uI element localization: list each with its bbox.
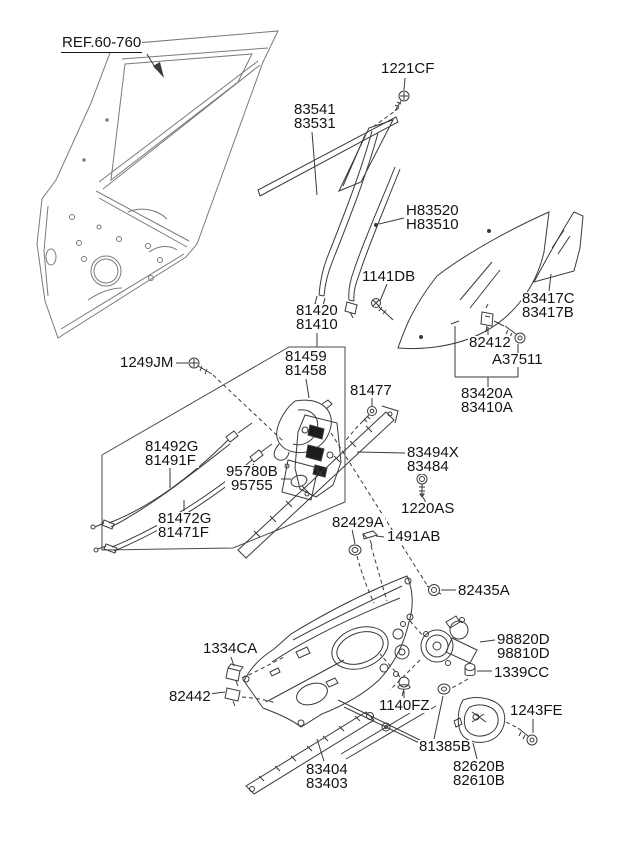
label-81492g-81491f: 81492G 81491F [145, 438, 199, 469]
motor-art [421, 616, 477, 666]
label-81472g-81471f: 81472G 81471F [158, 510, 212, 541]
clip-1334ca-icon [226, 664, 243, 686]
label-83417c-83417b: 83417C 83417B [522, 290, 575, 321]
label-1140fz: 1140FZ [379, 697, 430, 714]
bolt-1141db-icon [372, 299, 394, 321]
label-95780b-95755: 95780B 95755 [226, 463, 278, 494]
label-1220as: 1220AS [401, 500, 455, 517]
label-h83520-h83510: H83520 H83510 [406, 202, 459, 233]
door-panel-art [37, 31, 278, 338]
label-1334ca: 1334CA [203, 640, 258, 657]
label-82429a: 82429A [332, 514, 384, 531]
label-83541-83531: 83541 83531 [294, 101, 336, 132]
screw-1221cf-icon [395, 91, 409, 111]
inside-handle-art [454, 698, 505, 743]
label-82442: 82442 [169, 688, 211, 705]
nut-82435a-icon [427, 585, 441, 596]
screw-1243fe-icon [518, 728, 537, 745]
label-81459-81458: 81459 81458 [285, 348, 327, 379]
grommet-82429a-icon [349, 545, 361, 555]
screw-81477-icon [360, 407, 377, 425]
assembly-dashed-lines [213, 108, 516, 727]
label-a37511: A37511 [492, 351, 543, 368]
label-1249jm: 1249JM [120, 354, 174, 371]
clip-1491ab-icon [363, 531, 377, 546]
clip-82442-icon [225, 688, 240, 706]
label-82435a: 82435A [458, 582, 510, 599]
label-1491ab: 1491AB [387, 528, 441, 545]
label-81420-81410: 81420 81410 [296, 302, 338, 333]
label-81385b: 81385B [419, 738, 471, 755]
label-82412: 82412 [469, 334, 511, 351]
grommet-81385b-icon [438, 684, 450, 694]
label-81477: 81477 [350, 382, 392, 399]
label-83494x-83484: 83494X 83484 [407, 444, 459, 475]
nut-1339cc-icon [465, 664, 475, 676]
label-1339cc: 1339CC [494, 664, 550, 681]
label-83420a-83410a: 83420A 83410A [461, 385, 513, 416]
latch-art [282, 415, 341, 500]
quarter-glass-art [534, 212, 583, 282]
label-1221cf: 1221CF [381, 60, 435, 77]
label-ref-60-760: REF.60-760 [62, 34, 142, 51]
screw-1249jm-icon [189, 358, 212, 374]
label-82620b-82610b: 82620B 82610B [453, 758, 505, 789]
screw-1220as-icon [417, 474, 427, 497]
label-83404-83403: 83404 83403 [306, 761, 348, 792]
label-98820d-98810d: 98820D 98810D [497, 631, 550, 662]
label-1243fe: 1243FE [510, 702, 563, 719]
label-1141db: 1141DB [362, 268, 416, 285]
